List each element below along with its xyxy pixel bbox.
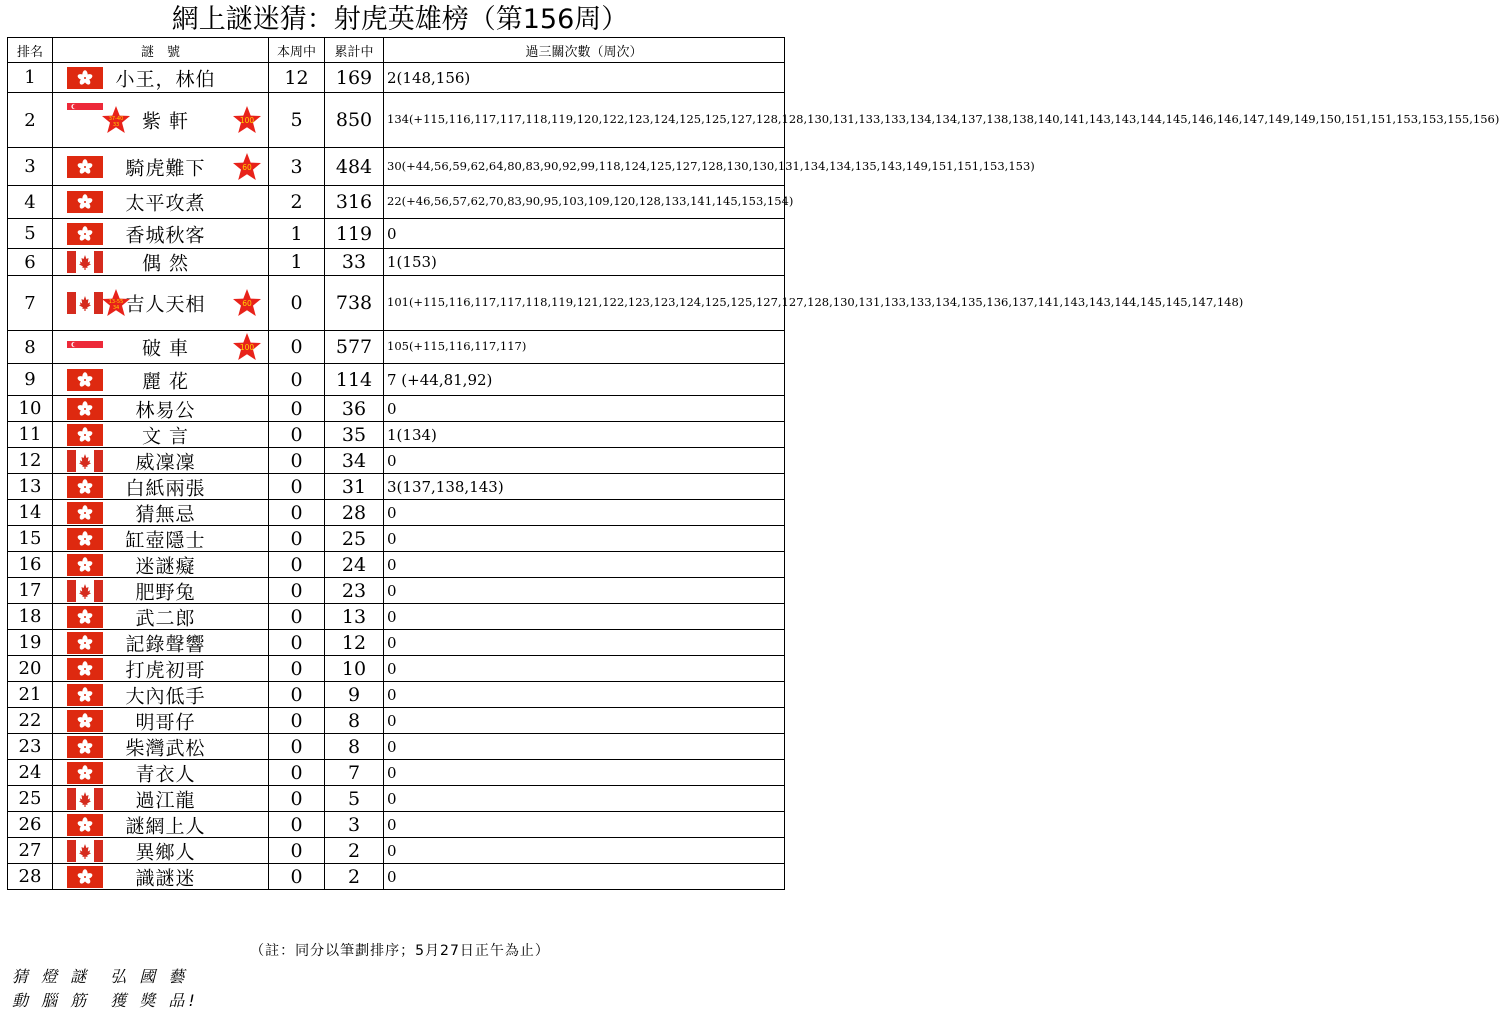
rank-cell: 26 bbox=[8, 812, 53, 838]
hong-kong-flag-icon bbox=[67, 398, 103, 420]
rank-cell: 9 bbox=[8, 364, 53, 396]
name-cell bbox=[53, 812, 269, 838]
history-cell: 1(134) bbox=[384, 422, 785, 448]
hong-kong-flag-icon bbox=[67, 502, 103, 524]
rank-cell: 8 bbox=[8, 331, 53, 364]
week-hits-cell: 1 bbox=[269, 219, 325, 249]
hong-kong-flag-icon bbox=[67, 762, 103, 784]
rank-cell: 12 bbox=[8, 448, 53, 474]
hong-kong-flag-icon bbox=[67, 710, 103, 732]
week-hits-cell: 0 bbox=[269, 396, 325, 422]
table-row bbox=[8, 734, 785, 760]
history-cell: 0 bbox=[384, 656, 785, 682]
hong-kong-flag-icon bbox=[67, 684, 103, 706]
rank-cell: 22 bbox=[8, 708, 53, 734]
hong-kong-flag-icon bbox=[67, 866, 103, 888]
header-history: 過三關次數（周次） bbox=[384, 38, 785, 63]
history-cell: 0 bbox=[384, 552, 785, 578]
hong-kong-flag-icon bbox=[67, 606, 103, 628]
player-name: 過江龍 bbox=[135, 789, 196, 811]
name-cell bbox=[53, 93, 269, 148]
name-cell bbox=[53, 331, 269, 364]
star-badge-icon bbox=[232, 288, 262, 318]
name-cell bbox=[53, 148, 269, 186]
total-hits-cell: 2 bbox=[325, 864, 384, 890]
header-total: 累計中 bbox=[325, 38, 384, 63]
player-name: 青衣人 bbox=[135, 763, 196, 785]
player-name: 破 車 bbox=[141, 337, 190, 360]
table-row bbox=[8, 219, 785, 249]
history-cell: 0 bbox=[384, 838, 785, 864]
rank-cell: 1 bbox=[8, 63, 53, 93]
table-row bbox=[8, 249, 785, 276]
hong-kong-flag-icon bbox=[67, 476, 103, 498]
hong-kong-flag-icon bbox=[67, 554, 103, 576]
history-cell: 0 bbox=[384, 708, 785, 734]
total-hits-cell: 316 bbox=[325, 186, 384, 219]
name-cell bbox=[53, 276, 269, 331]
history-cell: 0 bbox=[384, 812, 785, 838]
history-cell: 0 bbox=[384, 448, 785, 474]
hong-kong-flag-icon bbox=[67, 736, 103, 758]
total-hits-cell: 850 bbox=[325, 93, 384, 148]
rank-cell: 25 bbox=[8, 786, 53, 812]
week-hits-cell: 0 bbox=[269, 864, 325, 890]
player-name: 肥野兔 bbox=[135, 581, 196, 603]
player-name: 明哥仔 bbox=[135, 711, 196, 733]
name-cell bbox=[53, 604, 269, 630]
table-row bbox=[8, 500, 785, 526]
table-row bbox=[8, 656, 785, 682]
history-cell: 0 bbox=[384, 396, 785, 422]
rank-cell: 11 bbox=[8, 422, 53, 448]
canada-flag-icon bbox=[67, 580, 103, 602]
player-name: 林易公 bbox=[135, 399, 196, 421]
table-row bbox=[8, 276, 785, 331]
rank-cell: 2 bbox=[8, 93, 53, 148]
table-row bbox=[8, 331, 785, 364]
name-cell bbox=[53, 219, 269, 249]
ranking-table bbox=[7, 37, 1499, 890]
rank-cell: 28 bbox=[8, 864, 53, 890]
week-hits-cell: 0 bbox=[269, 682, 325, 708]
total-hits-cell: 35 bbox=[325, 422, 384, 448]
name-cell bbox=[53, 422, 269, 448]
player-name: 香城秋客 bbox=[125, 224, 206, 246]
star-badge-icon bbox=[101, 105, 131, 135]
week-hits-cell: 5 bbox=[269, 93, 325, 148]
week-hits-cell: 0 bbox=[269, 812, 325, 838]
table-row bbox=[8, 864, 785, 890]
star-badge-label: 13-55 bbox=[108, 299, 124, 305]
total-hits-cell: 31 bbox=[325, 474, 384, 500]
canada-flag-icon bbox=[67, 788, 103, 810]
player-name: 打虎初哥 bbox=[125, 659, 206, 681]
player-name: 小王，林伯 bbox=[115, 68, 216, 90]
table-row bbox=[8, 526, 785, 552]
star-badge-icon bbox=[232, 152, 262, 182]
week-hits-cell: 0 bbox=[269, 448, 325, 474]
rank-cell: 27 bbox=[8, 838, 53, 864]
player-name: 謎網上人 bbox=[125, 815, 206, 837]
history-cell: 0 bbox=[384, 682, 785, 708]
history-cell: 22(+46,56,57,62,70,83,90,95,103,109,120,128,133,141,145,153,154) bbox=[384, 186, 785, 219]
player-name: 文 言 bbox=[141, 425, 190, 447]
rank-cell: 6 bbox=[8, 249, 53, 276]
header-name: 謎 號 bbox=[53, 38, 269, 63]
rank-cell: 14 bbox=[8, 500, 53, 526]
total-hits-cell: 5 bbox=[325, 786, 384, 812]
table-row bbox=[8, 812, 785, 838]
total-hits-cell: 10 bbox=[325, 656, 384, 682]
slogan-line-1: 猜 燈 謎 弘 國 藝 bbox=[12, 967, 189, 986]
name-cell bbox=[53, 249, 269, 276]
player-name: 麗 花 bbox=[141, 370, 190, 392]
rank-cell: 15 bbox=[8, 526, 53, 552]
header-rank: 排名 bbox=[8, 38, 53, 63]
week-hits-cell: 0 bbox=[269, 331, 325, 364]
rank-cell: 24 bbox=[8, 760, 53, 786]
week-hits-cell: 0 bbox=[269, 552, 325, 578]
hong-kong-flag-icon bbox=[67, 658, 103, 680]
rank-cell: 13 bbox=[8, 474, 53, 500]
history-cell: 2(148,156) bbox=[384, 63, 785, 93]
player-name: 異鄉人 bbox=[135, 841, 196, 863]
total-hits-cell: 114 bbox=[325, 364, 384, 396]
total-hits-cell: 8 bbox=[325, 734, 384, 760]
name-cell bbox=[53, 500, 269, 526]
total-hits-cell: 12 bbox=[325, 630, 384, 656]
name-cell bbox=[53, 760, 269, 786]
name-cell bbox=[53, 864, 269, 890]
rank-cell: 10 bbox=[8, 396, 53, 422]
star-badge-label: 37-40 bbox=[108, 116, 124, 122]
name-cell bbox=[53, 656, 269, 682]
week-hits-cell: 0 bbox=[269, 838, 325, 864]
table-row bbox=[8, 63, 785, 93]
table-row bbox=[8, 474, 785, 500]
hong-kong-flag-icon bbox=[67, 814, 103, 836]
page-title: 網上謎迷猜：射虎英雄榜（第156周） bbox=[171, 4, 629, 35]
total-hits-cell: 33 bbox=[325, 249, 384, 276]
name-cell bbox=[53, 474, 269, 500]
player-name: 記錄聲響 bbox=[125, 633, 206, 655]
player-name: 偶 然 bbox=[141, 252, 190, 275]
singapore-flag-icon bbox=[67, 102, 103, 116]
history-cell: 0 bbox=[384, 864, 785, 890]
total-hits-cell: 2 bbox=[325, 838, 384, 864]
rank-cell: 19 bbox=[8, 630, 53, 656]
hong-kong-flag-icon bbox=[67, 156, 103, 178]
star-badge-icon bbox=[232, 105, 262, 135]
rank-cell: 18 bbox=[8, 604, 53, 630]
history-cell: 134(+115,116,117,117,118,119,120,122,123,124,125,125,127,128,128,130,131,133,133,134,134,137,138,138,140,141,143,143,144,145,146,146,147,149,149,150,151,151,153,153,155,156) bbox=[384, 93, 785, 148]
history-cell: 0 bbox=[384, 219, 785, 249]
name-cell bbox=[53, 682, 269, 708]
table-row bbox=[8, 630, 785, 656]
total-hits-cell: 24 bbox=[325, 552, 384, 578]
history-cell: 1(153) bbox=[384, 249, 785, 276]
player-name: 威凜凜 bbox=[135, 451, 196, 473]
history-cell: 101(+115,116,117,117,118,119,121,122,123,123,124,125,125,127,127,128,130,131,133,133,134,135,136,137,141,143,143,144,145,145,147,148) bbox=[384, 276, 785, 331]
week-hits-cell: 0 bbox=[269, 656, 325, 682]
table-row bbox=[8, 186, 785, 219]
total-hits-cell: 169 bbox=[325, 63, 384, 93]
history-cell: 0 bbox=[384, 734, 785, 760]
star-badge-icon bbox=[101, 288, 131, 318]
rank-cell: 21 bbox=[8, 682, 53, 708]
total-hits-cell: 7 bbox=[325, 760, 384, 786]
table-row bbox=[8, 760, 785, 786]
rank-cell: 23 bbox=[8, 734, 53, 760]
history-cell: 105(+115,116,117,117) bbox=[384, 331, 785, 364]
week-hits-cell: 0 bbox=[269, 526, 325, 552]
week-hits-cell: 0 bbox=[269, 474, 325, 500]
total-hits-cell: 36 bbox=[325, 396, 384, 422]
total-hits-cell: 34 bbox=[325, 448, 384, 474]
table-row bbox=[8, 364, 785, 396]
table-row bbox=[8, 552, 785, 578]
name-cell bbox=[53, 396, 269, 422]
name-cell bbox=[53, 448, 269, 474]
table-row bbox=[8, 838, 785, 864]
week-hits-cell: 3 bbox=[269, 148, 325, 186]
week-hits-cell: 0 bbox=[269, 422, 325, 448]
canada-flag-icon bbox=[67, 450, 103, 472]
star-badge-label: 60 bbox=[242, 299, 252, 308]
name-cell bbox=[53, 786, 269, 812]
footnote: （註：同分以筆劃排序；5月27日正午為止） bbox=[250, 943, 550, 959]
player-name: 紫 軒 bbox=[141, 110, 190, 133]
week-hits-cell: 0 bbox=[269, 500, 325, 526]
name-cell bbox=[53, 838, 269, 864]
total-hits-cell: 484 bbox=[325, 148, 384, 186]
week-hits-cell: 0 bbox=[269, 786, 325, 812]
player-name: 識謎迷 bbox=[135, 867, 196, 889]
player-name: 白紙兩張 bbox=[125, 477, 206, 499]
total-hits-cell: 119 bbox=[325, 219, 384, 249]
player-name: 騎虎難下 bbox=[125, 157, 206, 179]
week-hits-cell: 1 bbox=[269, 249, 325, 276]
name-cell bbox=[53, 578, 269, 604]
total-hits-cell: 738 bbox=[325, 276, 384, 331]
name-cell bbox=[53, 63, 269, 93]
rank-cell: 3 bbox=[8, 148, 53, 186]
hong-kong-flag-icon bbox=[67, 67, 103, 89]
history-cell: 0 bbox=[384, 500, 785, 526]
total-hits-cell: 13 bbox=[325, 604, 384, 630]
table-row bbox=[8, 448, 785, 474]
history-cell: 0 bbox=[384, 526, 785, 552]
star-badge-label: 60 bbox=[242, 162, 252, 172]
table-row bbox=[8, 578, 785, 604]
hong-kong-flag-icon bbox=[67, 528, 103, 550]
table-row bbox=[8, 786, 785, 812]
header-week: 本周中 bbox=[269, 38, 325, 63]
canada-flag-icon bbox=[67, 292, 103, 314]
table-row bbox=[8, 422, 785, 448]
total-hits-cell: 9 bbox=[325, 682, 384, 708]
table-row bbox=[8, 93, 785, 148]
history-cell: 30(+44,56,59,62,64,80,83,90,92,99,118,124,125,127,128,130,130,131,134,134,135,143,149,151,151,153,153) bbox=[384, 148, 785, 186]
hong-kong-flag-icon bbox=[67, 632, 103, 654]
name-cell bbox=[53, 708, 269, 734]
star-badge-label: 33 bbox=[112, 122, 120, 128]
name-cell bbox=[53, 630, 269, 656]
player-name: 猜無忌 bbox=[135, 503, 196, 525]
week-hits-cell: 12 bbox=[269, 63, 325, 93]
rank-cell: 5 bbox=[8, 219, 53, 249]
player-name: 太平攻煮 bbox=[125, 192, 206, 215]
table-row bbox=[8, 148, 785, 186]
week-hits-cell: 2 bbox=[269, 186, 325, 219]
player-name: 柴灣武松 bbox=[125, 737, 206, 759]
player-name: 缸壺隱士 bbox=[125, 529, 206, 551]
name-cell bbox=[53, 186, 269, 219]
table-row bbox=[8, 682, 785, 708]
player-name: 武二郎 bbox=[135, 607, 196, 629]
name-cell bbox=[53, 552, 269, 578]
history-cell: 0 bbox=[384, 578, 785, 604]
singapore-flag-icon bbox=[67, 340, 103, 354]
table-header-row bbox=[8, 38, 785, 63]
name-cell bbox=[53, 734, 269, 760]
player-name: 吉人天相 bbox=[125, 293, 206, 316]
star-badge-icon bbox=[232, 332, 262, 362]
player-name: 迷謎癡 bbox=[135, 555, 196, 577]
rank-cell: 17 bbox=[8, 578, 53, 604]
rank-cell: 20 bbox=[8, 656, 53, 682]
name-cell bbox=[53, 526, 269, 552]
rank-cell: 16 bbox=[8, 552, 53, 578]
history-cell: 0 bbox=[384, 630, 785, 656]
history-cell: 0 bbox=[384, 760, 785, 786]
total-hits-cell: 3 bbox=[325, 812, 384, 838]
week-hits-cell: 0 bbox=[269, 760, 325, 786]
week-hits-cell: 0 bbox=[269, 364, 325, 396]
week-hits-cell: 0 bbox=[269, 630, 325, 656]
week-hits-cell: 0 bbox=[269, 578, 325, 604]
hong-kong-flag-icon bbox=[67, 369, 103, 391]
total-hits-cell: 577 bbox=[325, 331, 384, 364]
player-name: 大內低手 bbox=[125, 685, 206, 707]
star-badge-label: 34 bbox=[112, 305, 120, 311]
hong-kong-flag-icon bbox=[67, 424, 103, 446]
table-row bbox=[8, 708, 785, 734]
week-hits-cell: 0 bbox=[269, 734, 325, 760]
canada-flag-icon bbox=[67, 840, 103, 862]
slogan-line-2: 動 腦 筋 獲 獎 品! bbox=[12, 991, 199, 1010]
week-hits-cell: 0 bbox=[269, 276, 325, 331]
history-cell: 0 bbox=[384, 786, 785, 812]
rank-cell: 7 bbox=[8, 276, 53, 331]
hong-kong-flag-icon bbox=[67, 191, 103, 213]
hong-kong-flag-icon bbox=[67, 223, 103, 245]
star-badge-label: 100 bbox=[239, 116, 255, 125]
history-cell: 3(137,138,143) bbox=[384, 474, 785, 500]
total-hits-cell: 8 bbox=[325, 708, 384, 734]
history-cell: 0 bbox=[384, 604, 785, 630]
star-badge-label: 100 bbox=[239, 343, 255, 352]
rank-cell: 4 bbox=[8, 186, 53, 219]
table-row bbox=[8, 604, 785, 630]
canada-flag-icon bbox=[67, 251, 103, 273]
total-hits-cell: 23 bbox=[325, 578, 384, 604]
total-hits-cell: 28 bbox=[325, 500, 384, 526]
total-hits-cell: 25 bbox=[325, 526, 384, 552]
table-row bbox=[8, 396, 785, 422]
week-hits-cell: 0 bbox=[269, 604, 325, 630]
name-cell bbox=[53, 364, 269, 396]
week-hits-cell: 0 bbox=[269, 708, 325, 734]
history-cell: 7 (+44,81,92) bbox=[384, 364, 785, 396]
